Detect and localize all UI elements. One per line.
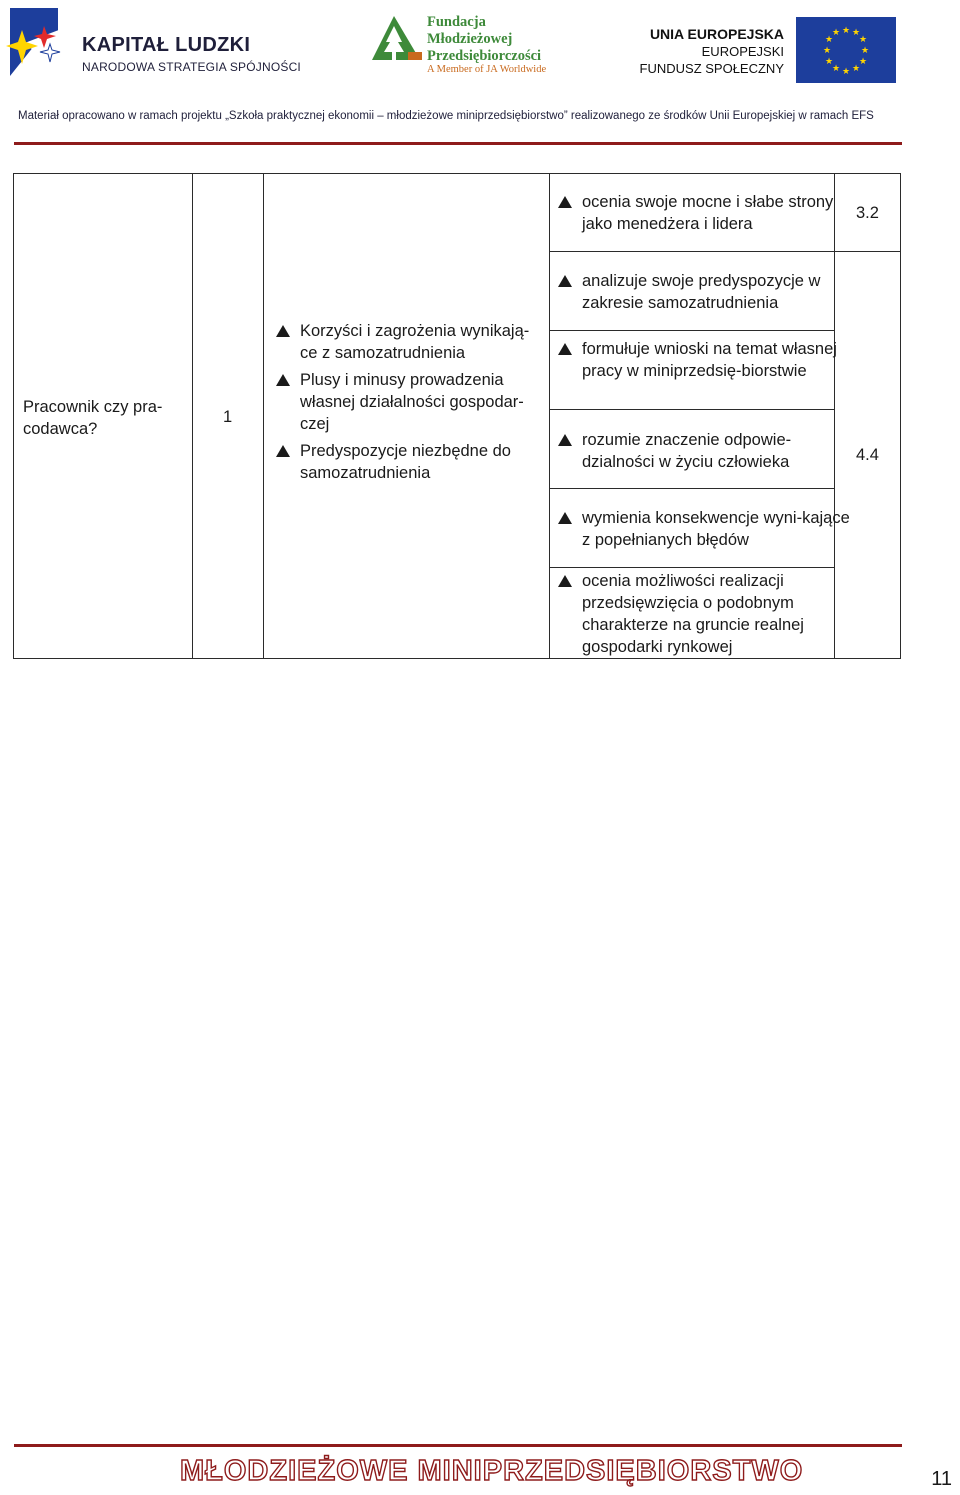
triangle-bullet-icon: [558, 512, 572, 524]
effect-item: rozumie znaczenie odpowie-dzialności w życiu człowieka: [558, 429, 852, 473]
effect-item: ocenia swoje mocne i słabe strony jako menedżera i lidera: [558, 191, 852, 235]
table-border-bottom: [13, 658, 901, 659]
effect-item: wymienia konsekwencje wyni-kające z popełnianych błędów: [558, 507, 852, 551]
fundacja-tagline: A Member of JA Worldwide: [427, 64, 547, 75]
svg-text:★: ★: [851, 64, 861, 74]
svg-text:★: ★: [824, 35, 834, 45]
content-item: Plusy i minusy prowadzenia własnej działalności gospodar-czej: [276, 369, 538, 435]
ue-line-1: UNIA EUROPEJSKA: [649, 26, 784, 42]
page-number: 11: [931, 1468, 952, 1490]
fundacja-line-3: Przedsiębiorczości: [427, 48, 542, 64]
table-border-right: [900, 173, 901, 659]
topic-cell: Pracownik czy pra-codawca?: [23, 398, 163, 438]
triangle-bullet-icon: [276, 374, 290, 386]
triangle-bullet-icon: [558, 434, 572, 446]
lesson-number-cell: 1: [223, 408, 233, 426]
footer-divider: [14, 1444, 902, 1447]
svg-text:★: ★: [841, 26, 851, 36]
row-divider: [549, 251, 901, 252]
svg-text:★: ★: [851, 28, 861, 38]
fundacja-name: [427, 14, 541, 65]
triangle-bullet-icon: [558, 575, 572, 587]
effect-item: analizuje swoje predyspozycje w zakresie samozatrudnienia: [558, 270, 852, 314]
effect-item: formułuje wnioski na temat własnej pracy w miniprzedsię-biorstwie: [558, 338, 852, 382]
table-border-left: [13, 173, 14, 659]
table-border-top: [13, 173, 901, 174]
svg-text:★: ★: [858, 57, 868, 67]
content-item: Predyspozycje niezbędne do samozatrudnienia: [276, 440, 538, 484]
kapital-ludzki-logo-icon: [4, 6, 78, 80]
effect-item: ocenia możliwości realizacji przedsięwzięcia o podobnym charakterze na gruncie realnej gospodarki rynkowej: [558, 570, 852, 658]
unia-europejska-label: [640, 26, 784, 77]
svg-text:★: ★: [831, 28, 841, 38]
svg-text:★: ★: [824, 57, 834, 67]
triangle-bullet-icon: [276, 325, 290, 337]
footer-title: MŁODZIEŻOWE MINIPRZEDSIĘBIORSTWO: [180, 1455, 804, 1487]
triangle-bullet-icon: [558, 343, 572, 355]
fundacja-line-2: Młodzieżowej: [427, 31, 513, 47]
svg-text:★: ★: [841, 67, 851, 77]
row-divider: [549, 567, 835, 568]
column-divider: [192, 173, 193, 659]
row-divider: [549, 330, 835, 331]
content-cell: [276, 320, 538, 489]
triangle-bullet-icon: [558, 196, 572, 208]
project-note: Materiał opracowano w ramach projektu „Szkoła praktycznej ekonomii – młodzieżowe miniprzedsiębiorstwo” realizowanego ze środków Unii Europejskiej w ramach EFS: [18, 110, 874, 122]
eu-flag-icon: [796, 17, 896, 83]
requirement-code: 4.4: [856, 446, 879, 464]
kapital-ludzki-subtitle: NARODOWA STRATEGIA SPÓJNOŚCI: [82, 60, 301, 74]
column-divider: [549, 173, 550, 659]
fundacja-tree-logo-icon: [372, 16, 422, 62]
kapital-ludzki-title: KAPITAŁ LUDZKI: [82, 34, 251, 56]
content-item: Korzyści i zagrożenia wynikają-ce z samozatrudnienia: [276, 320, 538, 364]
row-divider: [549, 409, 835, 410]
svg-text:★: ★: [860, 46, 870, 56]
ue-line-3: FUNDUSZ SPOŁECZNY: [639, 61, 784, 76]
fundacja-line-1: Fundacja: [427, 14, 486, 30]
svg-text:★: ★: [822, 46, 832, 56]
ue-line-2: EUROPEJSKI: [701, 44, 784, 59]
column-divider: [263, 173, 264, 659]
triangle-bullet-icon: [558, 275, 572, 287]
svg-text:★: ★: [858, 35, 868, 45]
header-divider: [14, 142, 902, 145]
requirement-code: 3.2: [856, 204, 879, 222]
svg-text:★: ★: [831, 64, 841, 74]
row-divider: [549, 488, 835, 489]
triangle-bullet-icon: [276, 445, 290, 457]
